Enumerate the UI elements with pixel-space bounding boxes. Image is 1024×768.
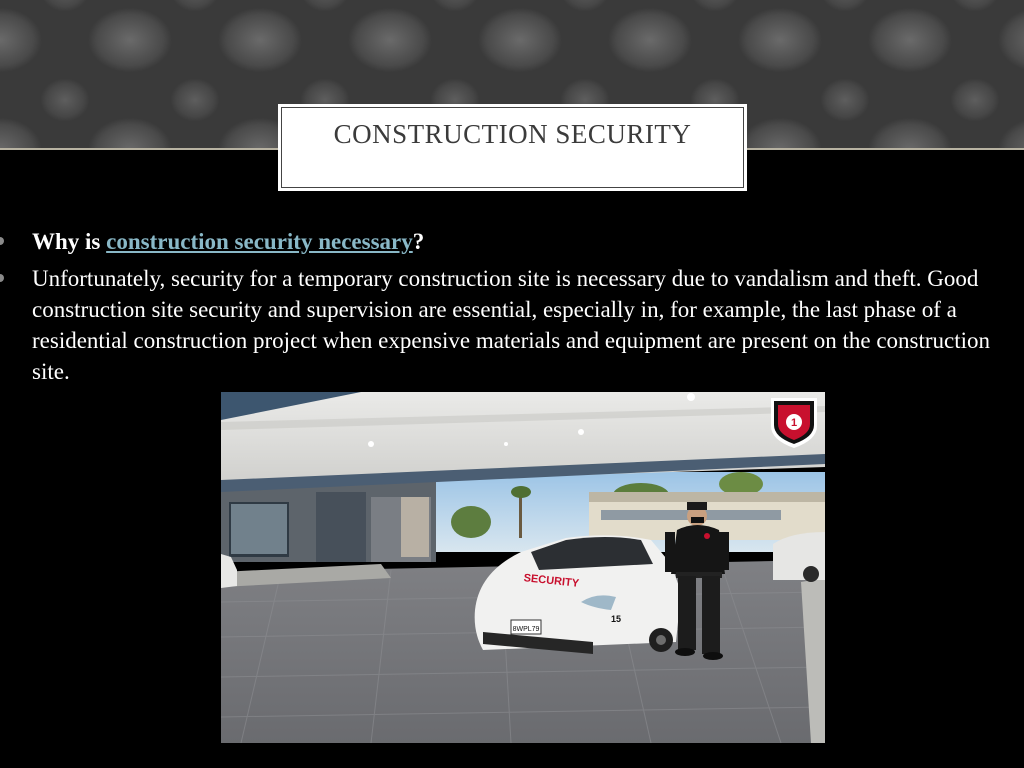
construction-security-link[interactable]: construction security necessary [106, 229, 413, 254]
slide-content [0, 226, 1010, 393]
body-text: Unfortunately, security for a temporary construction site is necessary due to vandalism and theft. Good construction site security and supervision are essential, especially in, for example, the last phase of a residential construction project when expensive materials and equipment are present on the construction site. [32, 266, 991, 384]
question-suffix: ? [412, 229, 425, 254]
photo-illustration [221, 392, 825, 743]
car-security-text: SECURITY [523, 572, 580, 590]
question-prefix: Why is [32, 229, 107, 254]
security-car-photo [221, 392, 825, 743]
security-car [475, 535, 681, 654]
title-box [278, 104, 747, 191]
bullet-dot-icon [0, 274, 4, 282]
license-plate: 8WPL79 [512, 626, 540, 633]
car-number: 15 [611, 614, 622, 624]
bullet-body [0, 263, 1010, 387]
slide-title: CONSTRUCTION SECURITY [333, 119, 692, 149]
bullet-question [0, 226, 1010, 257]
badge-number: 1 [790, 417, 798, 429]
bullet-dot-icon [0, 237, 4, 245]
